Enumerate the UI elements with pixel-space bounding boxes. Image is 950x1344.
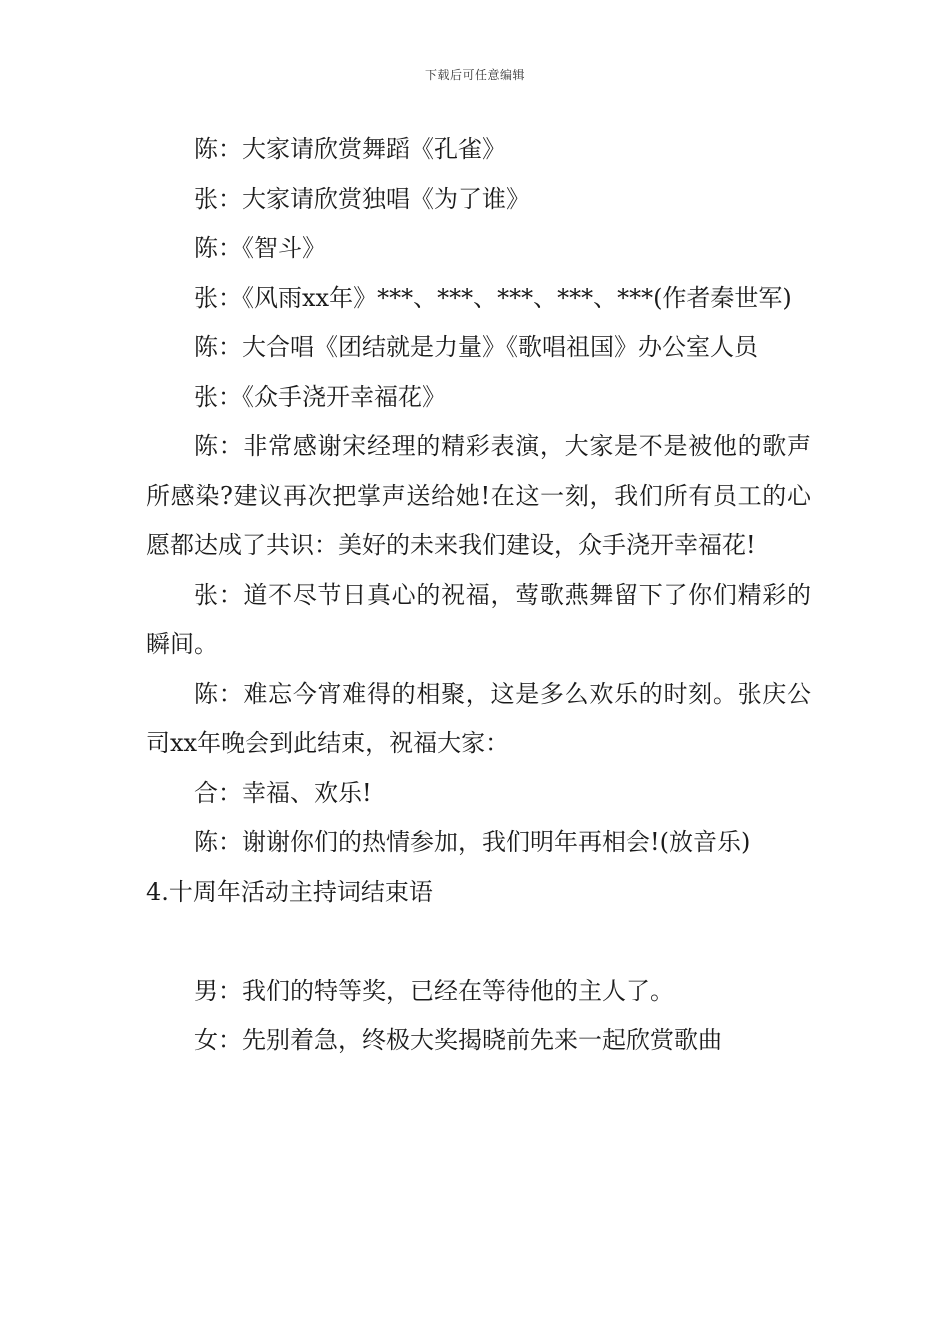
paragraph: 陈：大家请欣赏舞蹈《孔雀》: [194, 135, 506, 163]
paragraph: 陈：非常感谢宋经理的精彩表演，大家是不是被他的歌声所感染?建议再次把掌声送给她!在这一刻，我们所有员工的心愿都达成了共识：美好的未来我们建设，众手浇开幸福花!: [146, 432, 811, 559]
paragraph: 男：我们的特等奖，已经在等待他的主人了。: [194, 976, 674, 1005]
page-header: 下载后可任意编辑: [424, 68, 525, 82]
paragraph: 陈：《智斗》: [194, 234, 326, 262]
paragraph: 张：道不尽节日真心的祝福，莺歌燕舞留下了你们精彩的瞬间。: [146, 580, 811, 658]
section-title: 4.十周年活动主持词结束语: [146, 877, 433, 906]
paragraph: 张：《风雨xx年》***、***、***、***、***(作者秦世军): [194, 283, 792, 312]
paragraph: 女：先别着急，终极大奖揭晓前先来一起欣赏歌曲: [194, 1026, 722, 1054]
paragraph: 合：幸福、欢乐!: [194, 778, 372, 807]
paragraph: 陈：大合唱《团结就是力量》《歌唱祖国》办公室人员: [194, 333, 758, 361]
paragraph: 陈：难忘今宵难得的相聚，这是多么欢乐的时刻。张庆公司xx年晚会到此结束，祝福大家：: [146, 679, 811, 757]
document-body: [146, 125, 811, 1066]
paragraph: 陈：谢谢你们的热情参加，我们明年再相会!(放音乐): [194, 828, 751, 856]
blank-line: [146, 917, 811, 967]
paragraph: 张：大家请欣赏独唱《为了谁》: [194, 184, 530, 213]
paragraph: 张：《众手浇开幸福花》: [194, 382, 446, 411]
